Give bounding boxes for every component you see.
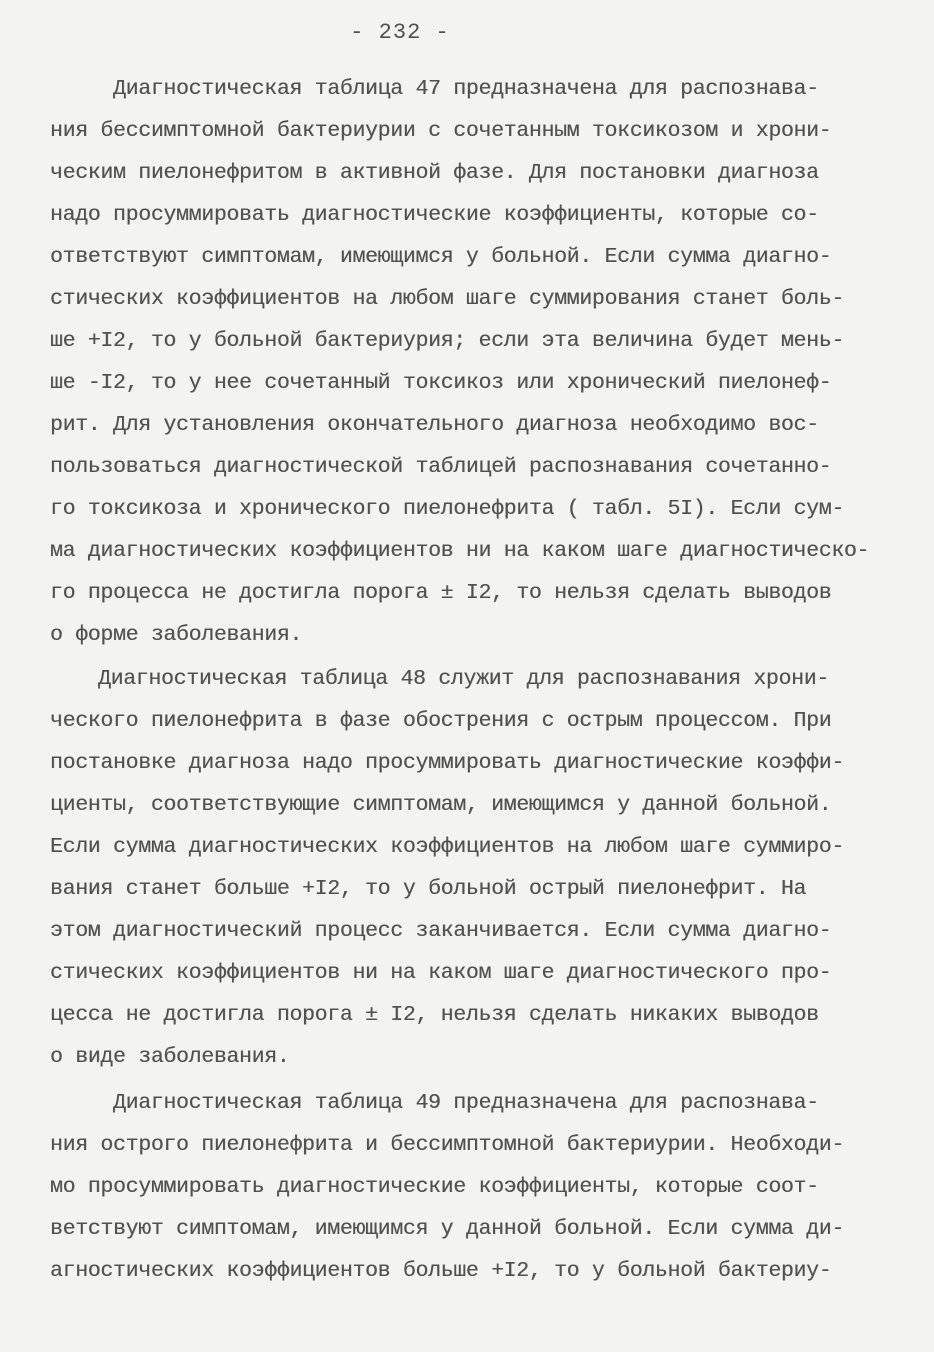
text-line: ческим пиелонефритом в активной фазе. Для постановки диагноза [50, 161, 819, 185]
text-line: Если сумма диагностических коэффициентов на любом шаге суммиро- [50, 835, 844, 859]
text-line: о форме заболевания. [50, 623, 303, 647]
text-line: надо просуммировать диагностические коэффициенты, которые со- [50, 203, 819, 227]
text-line: го процесса не достигла порога ± I2, то нельзя сделать выводов [50, 581, 832, 605]
text-line: постановке диагноза надо просуммировать диагностические коэффи- [50, 751, 844, 775]
text-line: стических коэффициентов ни на каком шаге диагностического про- [50, 961, 832, 985]
text-line: Диагностическая таблица 49 предназначена для распознава- [113, 1091, 819, 1115]
text-line: ше -I2, то у нее сочетанный токсикоз или хронический пиелонеф- [50, 371, 832, 395]
text-line: ния острого пиелонефрита и бессимптомной бактериурии. Необходи- [50, 1133, 844, 1157]
text-line: пользоваться диагностической таблицей распознавания сочетанно- [50, 455, 832, 479]
text-line: ма диагностических коэффициентов ни на каком шаге диагностическо- [50, 539, 870, 563]
text-line: мо просуммировать диагностические коэффициенты, которые соот- [50, 1175, 819, 1199]
text-line: Диагностическая таблица 47 предназначена для распознава- [113, 77, 819, 101]
text-line: ответствуют симптомам, имеющимся у больной. Если сумма диагно- [50, 245, 832, 269]
text-line: этом диагностический процесс заканчивается. Если сумма диагно- [50, 919, 832, 943]
text-line: циенты, соответствующие симптомам, имеющимся у данной больной. [50, 793, 832, 817]
text-line: ветствуют симптомам, имеющимся у данной больной. Если сумма ди- [50, 1217, 844, 1241]
text-line: цесса не достигла порога ± I2, нельзя сделать никаких выводов [50, 1003, 819, 1027]
text-line: го токсикоза и хронического пиелонефрита ( табл. 5I). Если сум- [50, 497, 844, 521]
text-line: ческого пиелонефрита в фазе обострения с острым процессом. При [50, 709, 832, 733]
text-line: рит. Для установления окончательного диагноза необходимо вос- [50, 413, 819, 437]
text-line: о виде заболевания. [50, 1045, 290, 1069]
text-line: стических коэффициентов на любом шаге суммирования станет боль- [50, 287, 844, 311]
text-line: ше +I2, то у больной бактериурия; если эта величина будет мень- [50, 329, 844, 353]
text-line: ния бессимптомной бактериурии с сочетанным токсикозом и хрони- [50, 119, 832, 143]
text-line: Диагностическая таблица 48 служит для распознавания хрони- [98, 667, 829, 691]
page-number: - 232 - [350, 20, 450, 45]
text-line: агностических коэффициентов больше +I2, то у больной бактериу- [50, 1259, 832, 1283]
text-line: вания станет больше +I2, то у больной острый пиелонефрит. На [50, 877, 807, 901]
